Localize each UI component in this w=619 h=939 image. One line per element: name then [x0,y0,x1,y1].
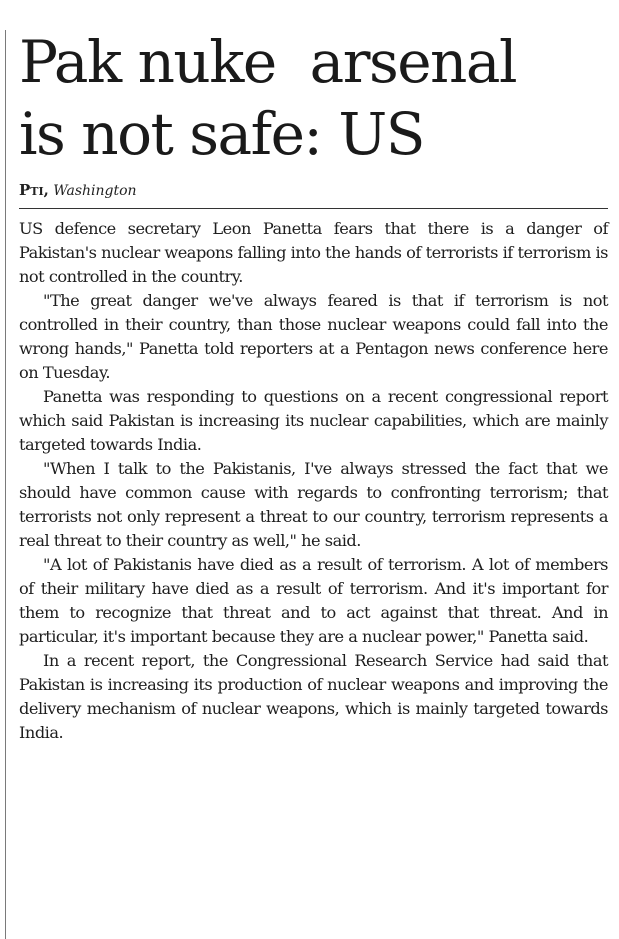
byline-rule [19,208,608,209]
headline [19,26,608,170]
byline-agency: Pti, [19,181,49,199]
paragraph-5: "A lot of Pakistanis have died as a result of terrorism. A lot of members of their military have died as a result of terrorism. And it's important for them to recognize that threat and to act against that threat. And in particular, it's important because they are a nuclear power," Panetta said. [19,555,608,646]
paragraph-6: In a recent report, the Congressional Research Service had said that Pakistan is increasing its production of nuclear weapons and improving the delivery mechanism of nuclear weapons, which is mainly targeted towards India. [19,651,608,742]
column-divider-rule [5,30,6,939]
headline-line-1: Pak nuke arsenal [19,28,517,96]
news-article [19,26,608,745]
byline-location: Washington [53,183,137,199]
paragraph-2: "The great danger we've always feared is that if terrorism is not controlled in their country, than those nuclear weapons could fall into the wrong hands," Panetta told reporters at a Pentagon news conference here on Tuesday. [19,291,608,382]
paragraph-3: Panetta was responding to questions on a recent congressional report which said Pakistan is increasing its nuclear capabilities, which are mainly targeted towards India. [19,387,608,454]
paragraph-4: "When I talk to the Pakistanis, I've always stressed the fact that we should have common cause with regards to confronting terrorism; that terrorists not only represent a threat to our country, terrorism represents a real threat to their country as well," he said. [19,459,608,550]
article-body [19,217,608,745]
byline [19,180,608,201]
headline-line-2: is not safe: US [19,100,424,168]
paragraph-1: US defence secretary Leon Panetta fears that there is a danger of Pakistan's nuclear weapons falling into the hands of terrorists if terrorism is not controlled in the country. [19,219,608,286]
